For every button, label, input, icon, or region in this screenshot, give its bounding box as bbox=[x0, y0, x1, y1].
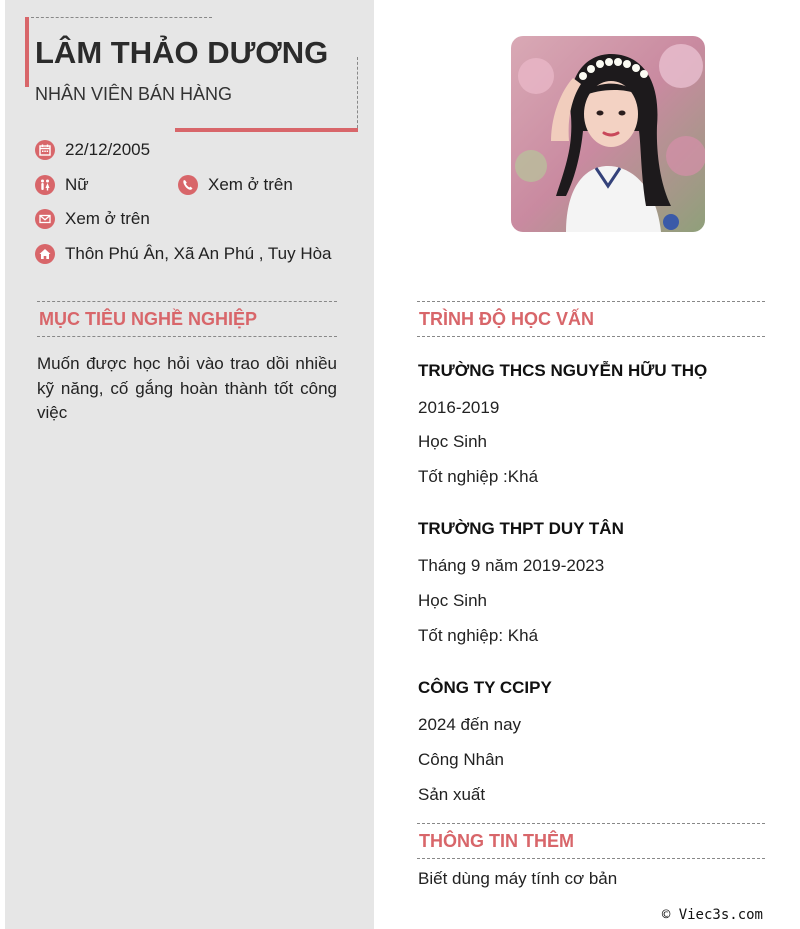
email-value: Xem ở trên bbox=[65, 209, 150, 228]
address-row bbox=[35, 242, 332, 266]
phone-row bbox=[178, 173, 293, 197]
envelope-icon bbox=[35, 209, 55, 229]
objective-heading-label: MỤC TIÊU NGHỀ NGHIỆP bbox=[39, 308, 258, 329]
education-heading-label: TRÌNH ĐỘ HỌC VẤN bbox=[419, 308, 594, 329]
education-heading bbox=[417, 301, 765, 337]
job-title: NHÂN VIÊN BÁN HÀNG bbox=[35, 84, 233, 104]
phone-icon bbox=[178, 175, 198, 195]
accent-underline bbox=[175, 128, 358, 132]
education-result: Tốt nghiệp :Khá bbox=[418, 467, 539, 486]
education-school: CÔNG TY CCIPY bbox=[418, 678, 552, 697]
copyright: © Viec3s.com bbox=[661, 907, 763, 923]
education-time: Tháng 9 năm 2019-2023 bbox=[418, 556, 605, 575]
education-school: TRƯỜNG THCS NGUYỄN HỮU THỌ bbox=[418, 361, 708, 380]
gender-icon bbox=[35, 175, 55, 195]
profile-photo bbox=[511, 36, 705, 232]
education-time: 2016-2019 bbox=[418, 398, 500, 417]
birthday-row bbox=[35, 138, 150, 162]
accent-bar bbox=[25, 17, 29, 87]
header-block bbox=[25, 17, 359, 133]
full-name: LÂM THẢO DƯƠNG bbox=[35, 35, 329, 70]
email-row bbox=[35, 207, 150, 231]
phone-value: Xem ở trên bbox=[208, 175, 293, 194]
extra-heading bbox=[417, 823, 765, 859]
objective-heading bbox=[37, 301, 337, 337]
address-value: Thôn Phú Ân, Xã An Phú , Tuy Hòa bbox=[65, 244, 332, 263]
extra-text: Biết dùng máy tính cơ bản bbox=[418, 869, 618, 888]
education-result: Sản xuất bbox=[418, 785, 486, 804]
education-result: Tốt nghiệp: Khá bbox=[418, 626, 539, 645]
education-time: 2024 đến nay bbox=[418, 715, 522, 734]
divider bbox=[357, 57, 358, 128]
birthday-value: 22/12/2005 bbox=[65, 140, 151, 159]
home-icon bbox=[35, 244, 55, 264]
extra-heading-label: THÔNG TIN THÊM bbox=[419, 830, 574, 851]
gender-row bbox=[35, 173, 89, 197]
calendar-icon bbox=[35, 140, 55, 160]
gender-value: Nữ bbox=[65, 175, 89, 194]
education-role: Học Sinh bbox=[418, 432, 487, 451]
objective-text: Muốn được học hỏi vào trao dồi nhiều kỹ năng, cố gắng hoàn thành tốt công việc bbox=[37, 354, 337, 422]
education-role: Học Sinh bbox=[418, 591, 487, 610]
divider bbox=[31, 17, 212, 18]
education-school: TRƯỜNG THPT DUY TÂN bbox=[418, 519, 624, 538]
education-role: Công Nhân bbox=[418, 750, 505, 769]
